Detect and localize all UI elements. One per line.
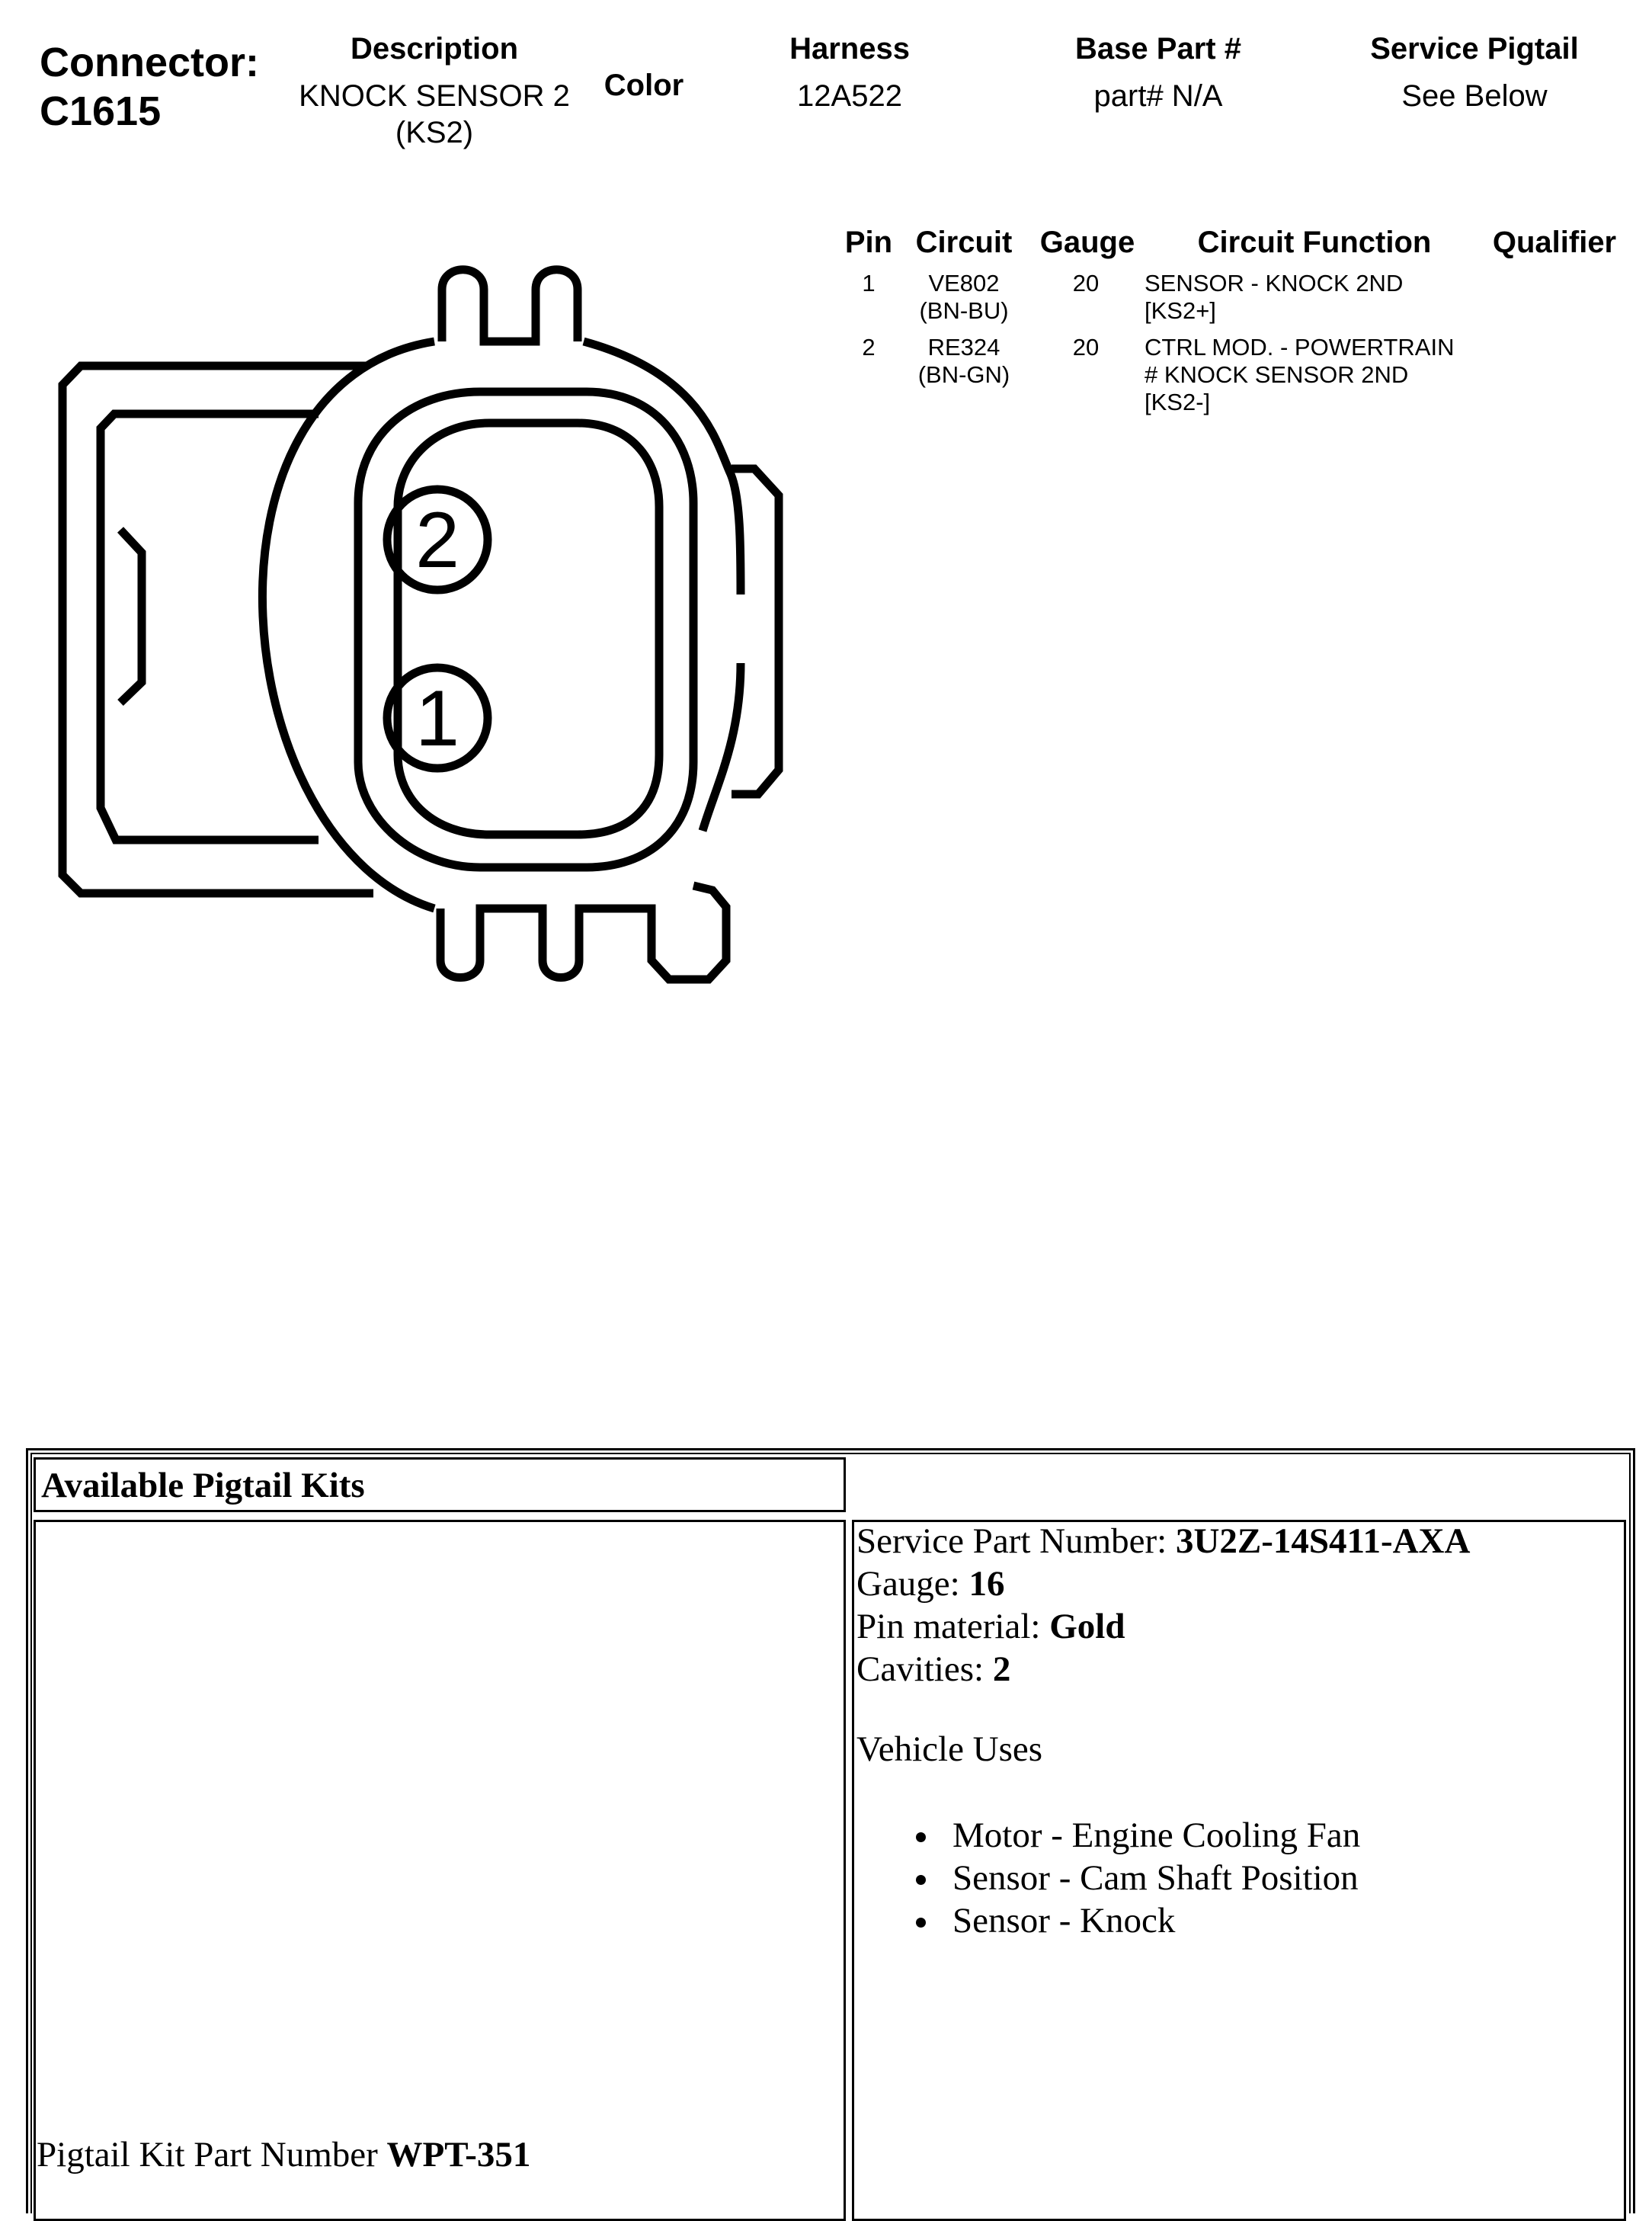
gauge-value: 16 bbox=[968, 1564, 1005, 1604]
service-part-line bbox=[856, 1520, 1470, 1562]
row1-pin: 1 bbox=[862, 270, 876, 296]
service-pigtail-value: See Below bbox=[1401, 79, 1548, 113]
vehicle-uses-label: Vehicle Uses bbox=[856, 1729, 1043, 1769]
col-circuit: Circuit bbox=[915, 226, 1013, 259]
service-part-label: Service Part Number: bbox=[856, 1521, 1176, 1561]
vehicle-use-text: Sensor - Cam Shaft Position bbox=[952, 1858, 1359, 1898]
bullet-icon bbox=[916, 1832, 926, 1842]
pigtail-kit-part-line bbox=[37, 2134, 530, 2175]
body-oval-right-bottom bbox=[703, 663, 741, 831]
bottom-tabs bbox=[440, 886, 726, 979]
kit-part-label: Pigtail Kit Part Number bbox=[37, 2135, 387, 2175]
row1-function bbox=[1145, 270, 1495, 325]
list-item bbox=[916, 1899, 1360, 1942]
kit-part-value: WPT-351 bbox=[386, 2135, 531, 2175]
pigtail-section-title: Available Pigtail Kits bbox=[41, 1466, 365, 1505]
body-oval bbox=[262, 341, 434, 909]
vehicle-uses-list bbox=[916, 1814, 1360, 1942]
pin-material-line bbox=[856, 1605, 1125, 1648]
latch-outer bbox=[62, 366, 373, 893]
latch-tab bbox=[120, 530, 142, 703]
row2-circuit bbox=[907, 334, 1021, 389]
color-label: Color bbox=[603, 69, 684, 102]
row1-circuit bbox=[907, 270, 1021, 325]
row1-gauge: 20 bbox=[1072, 270, 1100, 296]
row1-circuit-id: VE802 bbox=[928, 270, 1000, 296]
row2-circuit-color: (BN-GN) bbox=[917, 361, 1010, 388]
col-circuit-function: Circuit Function bbox=[1197, 226, 1432, 259]
pin-material-label: Pin material: bbox=[856, 1607, 1050, 1646]
cavity-inner bbox=[398, 423, 659, 835]
connector-id: C1615 bbox=[40, 88, 162, 134]
list-item bbox=[916, 1814, 1360, 1857]
row2-function bbox=[1145, 334, 1495, 416]
vehicle-use-text: Sensor - Knock bbox=[952, 1901, 1176, 1941]
cavities-value: 2 bbox=[992, 1649, 1011, 1689]
top-tab-left bbox=[442, 270, 578, 341]
list-item bbox=[916, 1857, 1360, 1899]
row1-function-line-2: [KS2+] bbox=[1145, 297, 1216, 324]
row2-function-line-1: CTRL MOD. - POWERTRAIN bbox=[1145, 334, 1455, 361]
bullet-icon bbox=[916, 1918, 926, 1928]
row1-function-line-1: SENSOR - KNOCK 2ND bbox=[1145, 270, 1404, 296]
vehicle-use-text: Motor - Engine Cooling Fan bbox=[952, 1816, 1361, 1855]
description-line-1: KNOCK SENSOR 2 bbox=[299, 79, 570, 113]
row2-function-line-3: [KS2-] bbox=[1145, 389, 1211, 415]
pin-material-value: Gold bbox=[1049, 1607, 1125, 1646]
pin-2-label: 2 bbox=[415, 496, 459, 585]
connector-title bbox=[40, 38, 259, 136]
bullet-icon bbox=[916, 1875, 926, 1885]
pin-1-label: 1 bbox=[415, 675, 459, 763]
connector-label: Connector: bbox=[40, 40, 259, 85]
base-part-value: part# N/A bbox=[1093, 79, 1223, 113]
base-part-label: Base Part # bbox=[1075, 32, 1241, 66]
row2-circuit-id: RE324 bbox=[927, 334, 1000, 361]
harness-label: Harness bbox=[789, 32, 910, 66]
row2-gauge: 20 bbox=[1072, 334, 1100, 361]
gauge-label: Gauge: bbox=[856, 1564, 969, 1604]
service-pigtail-label: Service Pigtail bbox=[1370, 32, 1579, 66]
col-pin: Pin bbox=[844, 226, 893, 259]
service-part-value: 3U2Z-14S411-AXA bbox=[1175, 1521, 1471, 1561]
col-qualifier: Qualifier bbox=[1492, 226, 1617, 259]
cavities-label: Cavities: bbox=[856, 1649, 993, 1689]
harness-value: 12A522 bbox=[797, 79, 902, 113]
row2-pin: 2 bbox=[862, 334, 876, 361]
pigtail-image-box bbox=[34, 1520, 846, 2221]
description-label: Description bbox=[350, 32, 519, 66]
connector-diagram bbox=[46, 252, 823, 998]
description-value bbox=[282, 78, 587, 151]
description-line-2: (KS2) bbox=[395, 116, 474, 149]
cavities-line bbox=[856, 1648, 1010, 1691]
col-gauge: Gauge bbox=[1039, 226, 1135, 259]
row1-circuit-color: (BN-BU) bbox=[919, 297, 1009, 324]
gauge-line bbox=[856, 1562, 1004, 1605]
row2-function-line-2: # KNOCK SENSOR 2ND bbox=[1145, 361, 1409, 388]
